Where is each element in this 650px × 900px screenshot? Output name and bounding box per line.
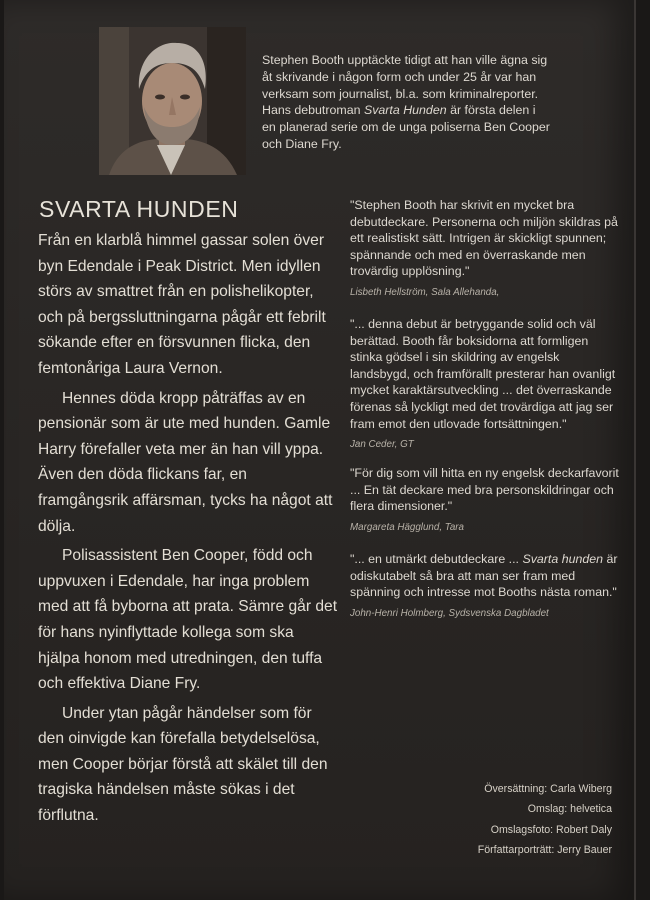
quote-text: "... denna debut är betryggande solid och väl berättad. Booth får boksidorna att formligen stinka gödsel i sin skildring av engelsk landsbygd, och framförallt presterar han ovanligt mycket karaktärsutveckling ... det överraskande förenas så lyckligt med det trovärdiga att jag ser fram emot den utlovade fortsättningen."	[350, 316, 616, 431]
quote-source: Lisbeth Hellström, Sala Allehanda,	[350, 286, 500, 298]
quote-source: John-Henri Holmberg, Sydsvenska Dagbladet	[350, 607, 549, 619]
quote-text-part: är odiskutabelt så bra att man ser fram med spänning och intresse mot Booths nästa roman."	[350, 551, 618, 600]
bio-line: åt skrivande i någon form och under 25 år var han	[262, 69, 537, 84]
bio-line	[262, 102, 622, 119]
bio-text: är första delen i	[446, 103, 536, 118]
synopsis	[38, 228, 338, 833]
author-photo	[99, 27, 246, 175]
review-quote	[350, 465, 620, 535]
quote-text: "Stephen Booth har skrivit en mycket bra debutdeckare. Personerna och miljön skildras på ett realistiskt sätt. Intrigen är skickligt spunnen; spännande och med en överraskande men trovärdig upplösning."	[350, 198, 618, 279]
credit-cover-photo: Omslagsfoto: Robert Daly	[490, 823, 612, 836]
credit-cover: Omslag: helvetica	[527, 803, 612, 816]
quote-source: Margareta Hägglund, Tara	[350, 521, 465, 533]
quote-source: Jan Ceder, GT	[350, 439, 414, 451]
book-title: SVARTA HUNDEN	[39, 196, 239, 222]
bio-book-title: Svarta Hunden	[363, 103, 447, 118]
review-quote	[350, 197, 620, 300]
book-back-cover	[4, 0, 636, 900]
bio-text: Hans debutroman	[262, 103, 364, 118]
review-quote	[350, 316, 620, 452]
review-quote	[350, 551, 620, 621]
bio-line: Stephen Booth upptäckte tidigt att han ville ägna sig	[262, 53, 548, 67]
quote-text: "För dig som vill hitta en ny engelsk deckarfavorit ... En tät deckare med bra personskildringar och flera dimensioner."	[350, 466, 619, 514]
bio-line: och Diane Fry.	[262, 136, 342, 151]
quote-text-part: "... en utmärkt debutdeckare ...	[350, 551, 523, 566]
quote-book-title: Svarta hunden	[522, 551, 604, 566]
review-quotes	[350, 197, 620, 637]
bio-line: en planerad serie om de unga poliserna Ben Cooper	[262, 120, 550, 135]
author-bio	[262, 52, 622, 153]
synopsis-paragraph: Från en klarblå himmel gassar solen över byn Edendale i Peak District. Men idyllen störs av smattret från en polishelikopter, och på bergssluttningarna pågår ett febrilt sökande efter en försvunnen flicka, den femtonåriga Laura Vernon.	[38, 232, 326, 377]
credit-translation: Översättning: Carla Wiberg	[484, 783, 612, 795]
credit-author-portrait: Författarporträtt: Jerry Bauer	[477, 844, 612, 857]
credits	[352, 779, 612, 861]
synopsis-paragraph: Hennes döda kropp påträffas av en pensionär som är ute med hunden. Gamle Harry förefaller veta mer än han vill yppa. Även den döda flickans far, en framgångsrik affärsman, tycks ha något att dölja.	[38, 389, 333, 535]
quote-text	[350, 551, 620, 601]
bio-line: verksam som journalist, bl.a. som kriminalreporter.	[262, 86, 539, 101]
author-portrait-image	[99, 27, 246, 175]
synopsis-paragraph: Polisassistent Ben Cooper, född och uppvuxen i Edendale, har inga problem med att få byborna att prata. Sämre går det för hans nyinflyttade kollega som ska hjälpa honom med utredningen, den tuffa och effektiva Diane Fry.	[38, 547, 338, 693]
synopsis-paragraph: Under ytan pågår händelser som för den oinvigde kan förefalla betydelselösa, men Cooper börjar förstå att skälet till den tragiska händelsen måste sökas i det förflutna.	[38, 704, 328, 825]
